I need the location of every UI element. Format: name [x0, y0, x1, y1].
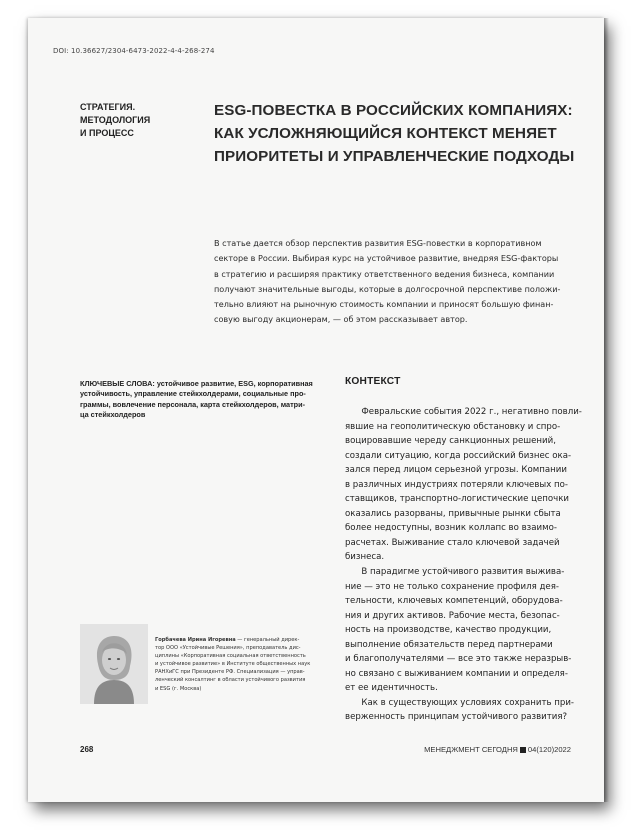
journal-footer: [424, 745, 571, 754]
abstract-line: совую выгоду акционерам, — об этом рассказывает автор.: [214, 314, 468, 325]
author-portrait-image: [80, 624, 148, 704]
body-line: выполнение обязательств перед партнерами: [345, 639, 553, 650]
body-line: и благополучателями — все это также неразрыв-: [345, 654, 572, 665]
journal-issue: 04(120)2022: [527, 745, 571, 754]
body-line: ния и других активов. Рабочие места, безопас-: [345, 610, 560, 621]
article-title: [214, 99, 599, 168]
body-line: в различных индустриях потеряли ключевых по-: [345, 479, 568, 490]
author-bio-line: РАНХиГС при Президенте РФ. Специализация — управ-: [155, 669, 305, 676]
author-name: Горбачева Ирина Игоревна: [155, 637, 236, 643]
body-line: бизнеса.: [345, 552, 385, 563]
body-line: явшие на геополитическую обстановку и спро-: [345, 421, 561, 432]
keywords-line: граммы, вовлечение персонала, карта стейкхолдеров, матри-: [80, 399, 306, 409]
doi-line: DOI: 10.36627/2304-6473-2022-4-4-268-274: [53, 47, 215, 55]
author-bio-line: циплины «Корпоративная социальная ответственность: [155, 653, 306, 660]
body-line: Как в существующих условиях сохранить при-: [345, 697, 575, 708]
title-line: ESG-ПОВЕСТКА В РОССИЙСКИХ КОМПАНИЯХ:: [214, 102, 573, 119]
section-line: МЕТОДОЛОГИЯ: [80, 115, 151, 125]
body-line: расчетах. Выживание стало ключевой задачей: [345, 537, 560, 548]
author-bio-line: ленческий консалтинг в области устойчивого развития: [155, 677, 306, 684]
body-line: ние — это не только сохранение профиля дея-: [345, 581, 559, 592]
author-bio-line: и устойчивое развитие» в Институте общественных наук: [155, 661, 311, 668]
abstract: [214, 236, 598, 328]
body-text: [345, 405, 595, 725]
author-bio: [155, 636, 330, 693]
abstract-line: в стратегию и расширяя практику ответственного ведения бизнеса, компании: [214, 268, 555, 279]
body-line: В парадигме устойчивого развития выжива-: [345, 567, 565, 578]
square-separator-icon: [520, 747, 526, 753]
abstract-line: тельно влияют на рыночную стоимость компании и приносят большую финан-: [214, 299, 554, 310]
author-bio-line: и ESG (г. Москва): [155, 685, 202, 692]
section-line: И ПРОЦЕСС: [80, 128, 134, 138]
author-photo: [80, 624, 148, 704]
author-bio-line: тор ООО «Устойчивые Решения», преподаватель дис-: [155, 645, 301, 652]
body-line: зался перед лицом серьезной угрозы. Компании: [345, 465, 567, 476]
section-heading: КОНТЕКСТ: [345, 376, 401, 387]
body-line: верженность принципам устойчивого развития?: [345, 712, 568, 723]
keywords: [80, 379, 325, 421]
body-line: ет ее идентичность.: [345, 683, 438, 694]
keywords-line: ца стейкхолдеров: [80, 410, 146, 420]
title-line: КАК УСЛОЖНЯЮЩИЙСЯ КОНТЕКСТ МЕНЯЕТ: [214, 125, 557, 142]
body-line: ность на производстве, качество продукции,: [345, 625, 552, 636]
section-label: [80, 101, 190, 140]
abstract-line: получают значительные выгоды, которые в долгосрочной перспективе положи-: [214, 283, 561, 294]
body-line: ставщиков, транспортно-логистические цепочки: [345, 494, 570, 505]
author-bio-line: [155, 636, 330, 644]
abstract-line: секторе в России. Выбирая курс на устойчивое развитие, внедряя ESG-факторы: [214, 253, 559, 264]
body-line: тельности, ключевых компетенций, оборудова-: [345, 596, 563, 607]
abstract-line: В статье дается обзор перспектив развития ESG-повестки в корпоративном: [214, 238, 542, 248]
body-line: более недоступны, возник коллапс во взаимо-: [345, 523, 557, 534]
journal-name: МЕНЕДЖМЕНТ СЕГОДНЯ: [424, 745, 518, 754]
title-line: ПРИОРИТЕТЫ И УПРАВЛЕНЧЕСКИЕ ПОДХОДЫ: [214, 148, 575, 165]
body-line: оказались разорваны, привычные рынки сбыта: [345, 508, 561, 519]
body-line: создали ситуацию, когда российский бизнес ока-: [345, 450, 572, 461]
keywords-line: КЛЮЧЕВЫЕ СЛОВА: устойчивое развитие, ESG, корпоративная: [80, 379, 313, 388]
author-bio-text: — генеральный дирек-: [235, 637, 300, 643]
keywords-line: устойчивость, управление стейкхолдерами, социальные про-: [80, 389, 306, 399]
body-line: воцировавшие череду санкционных решений,: [345, 436, 556, 447]
section-line: СТРАТЕГИЯ.: [80, 102, 136, 112]
body-line: но связано с выживанием компании и определя-: [345, 668, 568, 679]
page-number: 268: [80, 745, 94, 754]
body-line: Февральские события 2022 г., негативно повли-: [345, 407, 582, 417]
